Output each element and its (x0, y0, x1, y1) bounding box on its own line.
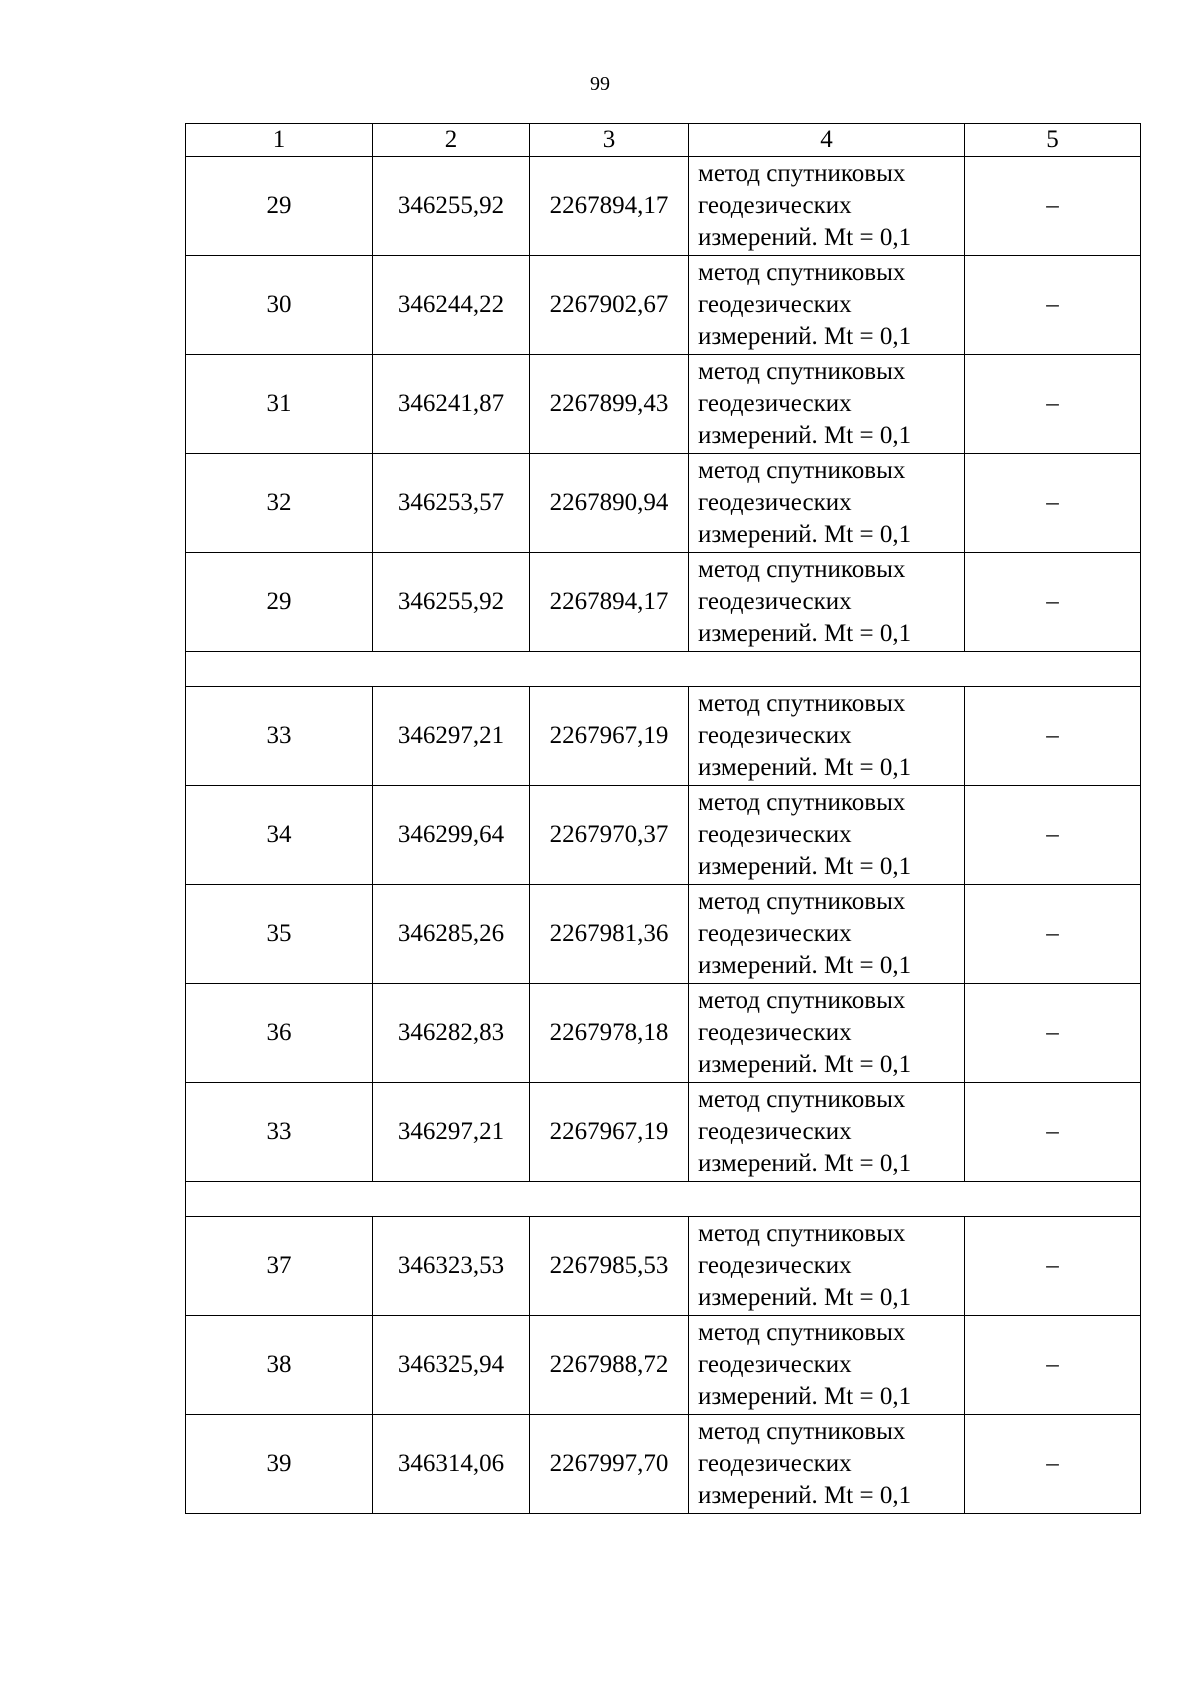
x-coordinate-cell: 346325,94 (373, 1316, 530, 1415)
method-line: измерений. Mt = 0,1 (698, 224, 912, 251)
y-coordinate-cell: 2267894,17 (530, 553, 689, 652)
y-coordinate-cell: 2267997,70 (530, 1415, 689, 1514)
point-number-cell: 36 (186, 984, 373, 1083)
method-cell (689, 885, 965, 984)
contour-separator-row (186, 1182, 1141, 1217)
contour-separator-row (186, 652, 1141, 687)
method-cell (689, 454, 965, 553)
x-coordinate-cell: 346244,22 (373, 256, 530, 355)
method-cell (689, 1217, 965, 1316)
x-coordinate-cell: 346285,26 (373, 885, 530, 984)
method-line: метод спутниковых (698, 457, 906, 484)
method-line: измерений. Mt = 0,1 (698, 323, 912, 350)
method-line: измерений. Mt = 0,1 (698, 620, 912, 647)
method-line: измерений. Mt = 0,1 (698, 1383, 912, 1410)
note-cell: – (965, 885, 1141, 984)
table-row (186, 553, 1141, 652)
method-line: метод спутниковых (698, 160, 906, 187)
x-coordinate-cell: 346255,92 (373, 553, 530, 652)
method-line: геодезических (698, 192, 852, 219)
y-coordinate-cell: 2267894,17 (530, 157, 689, 256)
header-cell: 5 (965, 124, 1141, 157)
method-line: измерений. Mt = 0,1 (698, 853, 912, 880)
separator-cell (186, 652, 1141, 687)
y-coordinate-cell: 2267967,19 (530, 1083, 689, 1182)
note-cell: – (965, 256, 1141, 355)
table-row (186, 256, 1141, 355)
method-line: геодезических (698, 489, 852, 516)
point-number-cell: 29 (186, 157, 373, 256)
x-coordinate-cell: 346297,21 (373, 687, 530, 786)
point-number-cell: 39 (186, 1415, 373, 1514)
y-coordinate-cell: 2267970,37 (530, 786, 689, 885)
note-cell: – (965, 157, 1141, 256)
method-line: геодезических (698, 821, 852, 848)
method-line: метод спутниковых (698, 987, 906, 1014)
method-line: метод спутниковых (698, 789, 906, 816)
table-row (186, 1217, 1141, 1316)
note-cell: – (965, 687, 1141, 786)
x-coordinate-cell: 346297,21 (373, 1083, 530, 1182)
method-line: геодезических (698, 588, 852, 615)
x-coordinate-cell: 346241,87 (373, 355, 530, 454)
x-coordinate-cell: 346282,83 (373, 984, 530, 1083)
method-line: измерений. Mt = 0,1 (698, 952, 912, 979)
note-cell: – (965, 1316, 1141, 1415)
table-row (186, 454, 1141, 553)
point-number-cell: 30 (186, 256, 373, 355)
method-cell (689, 1316, 965, 1415)
method-line: геодезических (698, 390, 852, 417)
note-cell: – (965, 984, 1141, 1083)
method-line: геодезических (698, 1252, 852, 1279)
header-cell: 1 (186, 124, 373, 157)
header-cell: 3 (530, 124, 689, 157)
method-line: метод спутниковых (698, 690, 906, 717)
method-line: геодезических (698, 1118, 852, 1145)
y-coordinate-cell: 2267978,18 (530, 984, 689, 1083)
table-row (186, 1083, 1141, 1182)
method-cell (689, 1415, 965, 1514)
point-number-cell: 29 (186, 553, 373, 652)
method-line: измерений. Mt = 0,1 (698, 1284, 912, 1311)
method-line: метод спутниковых (698, 556, 906, 583)
table-row (186, 355, 1141, 454)
table-row (186, 885, 1141, 984)
y-coordinate-cell: 2267967,19 (530, 687, 689, 786)
table-row (186, 1415, 1141, 1514)
method-line: геодезических (698, 1450, 852, 1477)
note-cell: – (965, 454, 1141, 553)
table-row (186, 786, 1141, 885)
point-number-cell: 33 (186, 1083, 373, 1182)
note-cell: – (965, 1083, 1141, 1182)
method-line: метод спутниковых (698, 1319, 906, 1346)
note-cell: – (965, 553, 1141, 652)
note-cell: – (965, 1217, 1141, 1316)
method-line: геодезических (698, 1351, 852, 1378)
method-cell (689, 256, 965, 355)
table-row (186, 687, 1141, 786)
y-coordinate-cell: 2267899,43 (530, 355, 689, 454)
point-number-cell: 32 (186, 454, 373, 553)
table-row (186, 157, 1141, 256)
header-cell: 2 (373, 124, 530, 157)
note-cell: – (965, 1415, 1141, 1514)
method-line: метод спутниковых (698, 1220, 906, 1247)
method-line: метод спутниковых (698, 888, 906, 915)
point-number-cell: 33 (186, 687, 373, 786)
y-coordinate-cell: 2267988,72 (530, 1316, 689, 1415)
method-line: измерений. Mt = 0,1 (698, 422, 912, 449)
method-line: метод спутниковых (698, 358, 906, 385)
method-line: измерений. Mt = 0,1 (698, 521, 912, 548)
y-coordinate-cell: 2267981,36 (530, 885, 689, 984)
method-line: измерений. Mt = 0,1 (698, 1482, 912, 1509)
method-cell (689, 355, 965, 454)
method-line: метод спутниковых (698, 1418, 906, 1445)
method-cell (689, 984, 965, 1083)
method-cell (689, 157, 965, 256)
table-row (186, 984, 1141, 1083)
header-row (186, 124, 1141, 157)
method-line: геодезических (698, 920, 852, 947)
point-number-cell: 38 (186, 1316, 373, 1415)
x-coordinate-cell: 346255,92 (373, 157, 530, 256)
method-line: геодезических (698, 1019, 852, 1046)
point-number-cell: 31 (186, 355, 373, 454)
method-line: геодезических (698, 291, 852, 318)
x-coordinate-cell: 346299,64 (373, 786, 530, 885)
y-coordinate-cell: 2267902,67 (530, 256, 689, 355)
point-number-cell: 35 (186, 885, 373, 984)
note-cell: – (965, 355, 1141, 454)
method-cell (689, 687, 965, 786)
method-cell (689, 1083, 965, 1182)
method-line: измерений. Mt = 0,1 (698, 754, 912, 781)
note-cell: – (965, 786, 1141, 885)
x-coordinate-cell: 346314,06 (373, 1415, 530, 1514)
y-coordinate-cell: 2267985,53 (530, 1217, 689, 1316)
method-line: метод спутниковых (698, 1086, 906, 1113)
x-coordinate-cell: 346323,53 (373, 1217, 530, 1316)
method-line: метод спутниковых (698, 259, 906, 286)
y-coordinate-cell: 2267890,94 (530, 454, 689, 553)
point-number-cell: 34 (186, 786, 373, 885)
header-cell: 4 (689, 124, 965, 157)
x-coordinate-cell: 346253,57 (373, 454, 530, 553)
page-number: 99 (590, 73, 610, 95)
method-cell (689, 553, 965, 652)
table-row (186, 1316, 1141, 1415)
point-number-cell: 37 (186, 1217, 373, 1316)
method-line: измерений. Mt = 0,1 (698, 1150, 912, 1177)
coordinates-table (185, 123, 1141, 1514)
method-line: измерений. Mt = 0,1 (698, 1051, 912, 1078)
separator-cell (186, 1182, 1141, 1217)
method-cell (689, 786, 965, 885)
method-line: геодезических (698, 722, 852, 749)
